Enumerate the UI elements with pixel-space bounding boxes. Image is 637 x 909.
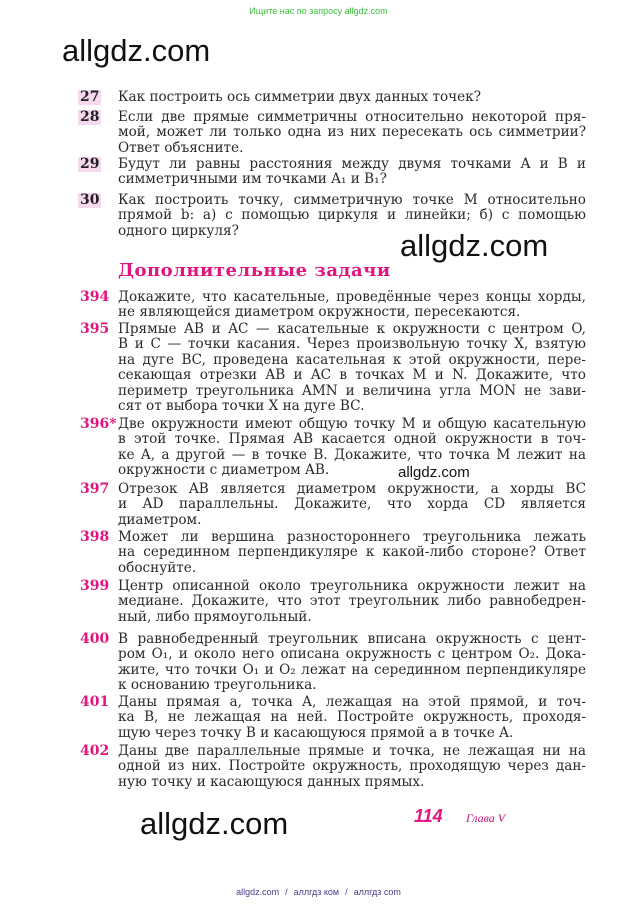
text-line: Если две прямые симметричны относительно некоторой пря- [118,109,586,125]
text-line: обоснуйте. [118,559,197,576]
text-line: одного циркуля? [118,222,239,239]
problem-text [118,322,586,414]
text-line: секающая отрезки AB и AC в точках M и N. Докажите, что [118,367,586,384]
text-line: ром O₁, и около него описана окружность с центром O₂. Дока- [118,646,586,663]
separator: / [345,887,348,897]
problem-text [118,579,586,625]
text-line: мой, может ли только одна из них пересекать ось симметрии? [118,124,586,141]
problem-number: 27 [80,89,100,105]
text-line: окружности с диаметром AB. [118,462,330,479]
problem-number: 29 [80,156,100,172]
text-line: медиане. Докажите, что этот треугольник либо равнобедрен- [118,593,586,610]
watermark: allgdz.com [62,33,211,68]
problem-text [118,482,586,528]
problem-text [118,110,586,156]
watermark: allgdz.com [398,464,470,481]
problem-number: 396* [80,416,117,432]
text-line: B и C — точки касания. Через произвольную точку X, взятую [118,336,586,353]
problem-number: 395 [80,321,110,337]
text-line: к основанию треугольника. [118,677,317,694]
question-item [80,90,586,105]
text-line: периметр треугольника AMN и величина угла MON не зави- [118,382,586,399]
text-line: на дуге BC, проведена касательная к этой окружности, пере- [118,351,586,368]
text-line: прямой b: а) с помощью циркуля и линейки; б) с помощью [118,207,586,224]
page-number: 114 [414,806,443,826]
problem-text [118,193,586,239]
problem-item [80,579,586,625]
text-line: в этой точке. Прямая AB касается одной окружности в точ- [118,431,586,448]
problem-text [118,90,586,105]
problem-item [80,744,586,790]
problem-number: 401 [80,694,110,710]
problem-number: 28 [80,109,100,125]
text-line: и AD параллельны. Докажите, что хорда CD является [118,496,586,513]
text-line: Отрезок AB является диаметром окружности, а хорды BC [118,481,586,497]
link-allgdz-ru[interactable]: аллгдз ком [293,887,340,897]
question-item [80,110,586,156]
watermark: allgdz.com [140,806,289,841]
problem-number: 399 [80,578,110,594]
text-line: Даны прямая a, точка A, лежащая на этой прямой, и точ- [118,694,586,710]
problem-item [80,417,586,479]
top-search-note: Ищите нас по запросу allgdz.com [249,6,388,16]
text-line: Прямые AB и AC — касательные к окружности с центром O, [118,321,586,337]
section-heading: Дополнительные задачи [118,260,391,281]
problem-item [80,290,586,321]
text-line: диаметром. [118,511,202,528]
text-line: Как построить точку, симметричную точке M относительно [118,192,586,208]
text-line: Ответ объясните. [118,139,244,156]
text-line: В равнобедренный треугольник вписана окружность с цент- [118,631,586,647]
text-line: симметричными им точками A₁ и B₁? [118,171,387,188]
text-line: не являющейся диаметром окружности, пересекаются. [118,304,521,321]
problem-item [80,632,586,694]
problem-item [80,530,586,576]
problem-number: 30 [80,192,100,208]
text-line: Может ли вершина разностороннего треугольника лежать [118,529,586,545]
text-line: ный, либо прямоугольный. [118,608,312,625]
text-line: сят от выбора точки X на дуге BC. [118,397,365,414]
problem-number: 397 [80,481,110,497]
question-item [80,157,586,188]
bottom-links [0,887,637,897]
problem-text [118,744,586,790]
text-line: Центр описанной около треугольника окружности лежит на [118,578,586,594]
problem-item [80,695,586,741]
problem-text [118,290,586,321]
text-line: щую через точку B и касающуюся прямой a в точке A. [118,724,514,741]
problem-number: 394 [80,289,110,305]
chapter-label: Глава V [466,811,506,825]
problem-text [118,530,586,576]
watermark: allgdz.com [400,228,549,263]
problem-text [118,632,586,694]
text-line: ную точку и касающуюся данных прямых. [118,773,425,790]
link-allgdz-mixed[interactable]: аллгдз com [353,887,401,897]
text-line: Будут ли равны расстояния между двумя точками A и B и [118,156,586,172]
text-line: ка B, не лежащая на ней. Постройте окружность, проходя- [118,709,586,726]
problem-text [118,695,586,741]
question-item [80,193,586,239]
problem-item [80,482,586,528]
problem-item [80,322,586,414]
problem-text [118,417,586,479]
text-line: одной из них. Постройте окружность, проходящую через дан- [118,758,586,775]
text-line: Докажите, что касательные, проведённые через концы хорды, [118,289,586,305]
link-allgdz[interactable]: allgdz.com [236,887,280,897]
text-line: Как построить ось симметрии двух данных точек? [118,89,481,105]
separator: / [285,887,288,897]
problem-number: 398 [80,529,110,545]
text-line: Даны две параллельные прямые и точка, не лежащая ни на [118,743,586,759]
problem-number: 402 [80,743,110,759]
text-line: ке A, а другой — в точке B. Докажите, что точка M лежит на [118,446,586,463]
problem-text [118,157,586,188]
text-line: Две окружности имеют общую точку M и общую касательную [118,416,586,432]
text-line: на серединном перпендикуляре к какой-либо стороне? Ответ [118,544,586,561]
text-line: жите, что точки O₁ и O₂ лежат на серединном перпендикуляре [118,661,586,678]
problem-number: 400 [80,631,110,647]
